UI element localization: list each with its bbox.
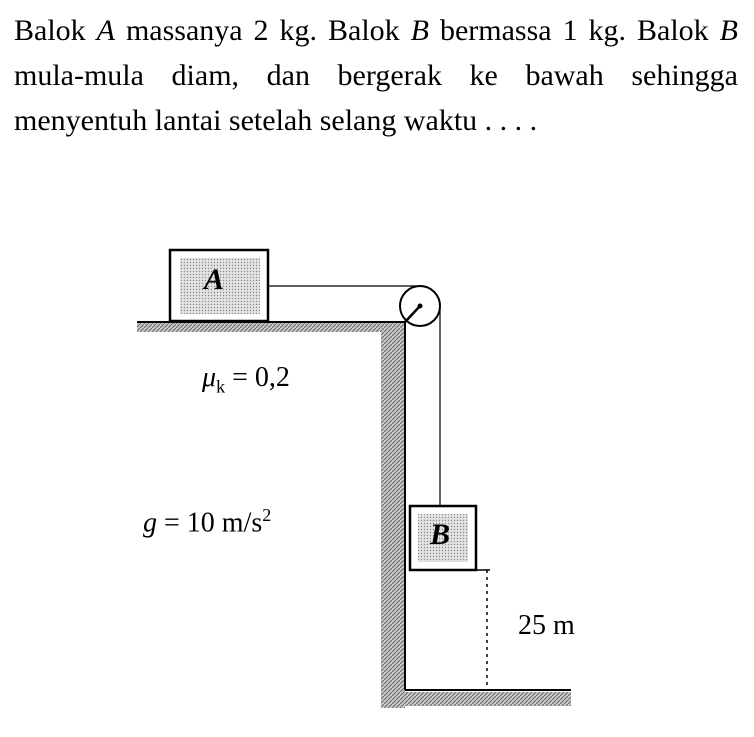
height-label: 25 m: [518, 610, 575, 641]
table-top: [137, 322, 405, 332]
block-a-label: A: [204, 263, 225, 296]
mu-symbol: μ: [202, 362, 217, 393]
var-b-2: B: [719, 14, 738, 47]
block-b-label: B: [430, 518, 451, 551]
gravity-value: [143, 505, 271, 539]
var-b-1: B: [410, 14, 429, 47]
friction-coefficient: [202, 362, 290, 398]
g-value: = 10 m/s: [157, 507, 263, 539]
mu-subscript: k: [216, 376, 226, 397]
mu-value: = 0,2: [225, 362, 290, 393]
g-symbol: g: [143, 507, 157, 539]
var-a: A: [96, 14, 115, 47]
floor: [381, 692, 571, 706]
table-wall: [381, 332, 405, 708]
question-seg-4: mula-mula diam, dan bergerak ke bawah sehingga menyentuh lantai setelah selang waktu . . . .: [14, 59, 738, 137]
question-seg-1: Balok: [14, 14, 97, 47]
g-exponent: 2: [262, 505, 272, 525]
question-seg-2: massanya 2 kg. Balok: [114, 14, 411, 47]
question-seg-3: bermassa 1 kg. Balok: [428, 14, 720, 47]
